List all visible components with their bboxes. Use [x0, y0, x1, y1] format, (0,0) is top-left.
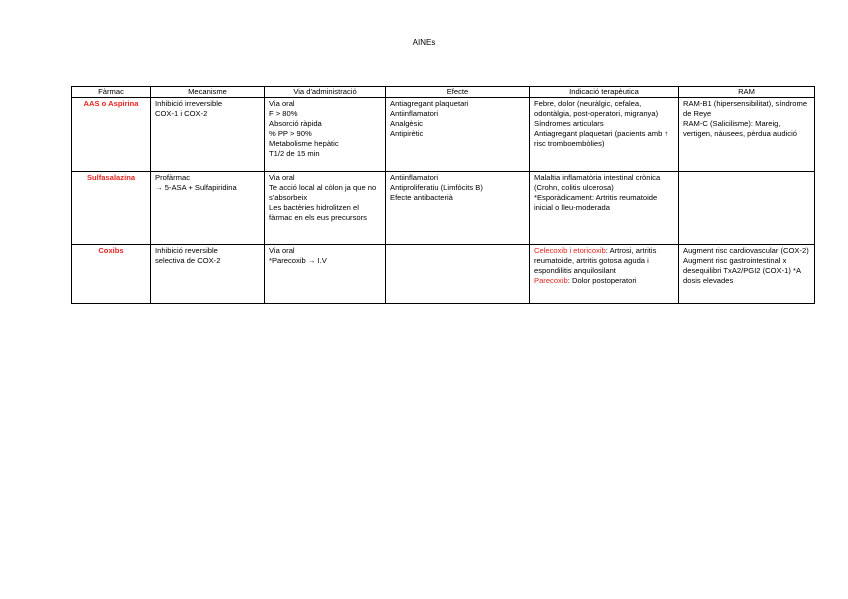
- indication-cell: [530, 172, 679, 245]
- effect-cell: [386, 172, 530, 245]
- effect-line: Efecte antibacterià: [390, 193, 453, 203]
- indication-line: *Esporàdicament: Artritis reumatoide inicial o lleu-moderada: [534, 193, 658, 213]
- effect-line: Antiinflamatori: [390, 109, 439, 119]
- effect-line: Antiproliferatiu (Limfòcits B): [390, 183, 483, 193]
- ram-cell: [679, 245, 815, 304]
- mechanism-cell: [151, 172, 265, 245]
- route-line: Via oral: [269, 99, 295, 108]
- mechanism-line: Profàrmac: [155, 173, 191, 182]
- header-ram: RAM: [679, 87, 815, 98]
- ram-cell: [679, 172, 815, 245]
- route-line: T1/2 de 15 min: [269, 149, 320, 159]
- indication-text: : Dolor postoperatori: [567, 276, 637, 286]
- indication-line: Síndromes articulars: [534, 119, 604, 129]
- effect-cell: [386, 245, 530, 304]
- header-mecanisme: Mecanisme: [151, 87, 265, 98]
- ram-line: RAM-C (Salicilisme): Mareig, vertigen, nàusees, pèrdua audició: [683, 119, 797, 139]
- mechanism-line: Inhibició irreversible: [155, 99, 223, 108]
- route-line: F > 80%: [269, 109, 298, 119]
- route-line: *Parecoxib → I.V: [269, 256, 327, 266]
- indication-parecoxib: [534, 276, 674, 286]
- table-header-row: [72, 87, 815, 98]
- drug-name: Coxibs: [72, 245, 151, 304]
- route-line: Via oral: [269, 246, 295, 255]
- mechanism-line: → 5-ASA + Sulfapiridina: [155, 183, 237, 193]
- mechanism-line: COX-1 i COX-2: [155, 109, 208, 119]
- route-line: Les bactèries hidrolitzen el fàrmac en els eus precursors: [269, 203, 367, 223]
- table-row: [72, 98, 815, 172]
- header-efecte: Efecte: [386, 87, 530, 98]
- mechanism-cell: [151, 98, 265, 172]
- drug-highlight: Celecoxib i etoricoxib: [534, 246, 606, 255]
- header-farmac: Fàrmac: [72, 87, 151, 98]
- indication-line: Malaltia inflamatòria intestinal crònica (Crohn, colitis ulcerosa): [534, 173, 661, 193]
- mechanism-cell: [151, 245, 265, 304]
- route-line: Te acció local al còlon ja que no s'absorbeix: [269, 183, 377, 203]
- route-cell: [265, 98, 386, 172]
- ram-line: Augment risc gastrointestinal x desequilibri TxA2/PGI2 (COX-1) *A dosis elevades: [683, 256, 801, 286]
- mechanism-line: selectiva de COX-2: [155, 256, 221, 266]
- route-line: Absorció ràpida: [269, 119, 322, 129]
- route-line: Via oral: [269, 173, 295, 182]
- indication-line: Antiagregant plaquetari (pacients amb ↑ risc tromboembòlies): [534, 129, 669, 149]
- indication-cell: [530, 98, 679, 172]
- indication-celecoxib: [534, 246, 674, 276]
- header-indicacio: Indicació terapèutica: [530, 87, 679, 98]
- ram-line: RAM-B1 (hipersensibilitat), síndrome de Reye: [683, 99, 808, 119]
- aines-table: [71, 86, 815, 304]
- page-title: AINEs: [412, 38, 436, 47]
- drug-name: AAS o Aspirina: [72, 98, 151, 172]
- route-line: Metabolisme hepàtic: [269, 139, 339, 149]
- route-cell: [265, 172, 386, 245]
- table-row: [72, 245, 815, 304]
- route-cell: [265, 245, 386, 304]
- table-row: [72, 172, 815, 245]
- ram-cell: [679, 98, 815, 172]
- effect-line: Antipirètic: [390, 129, 424, 139]
- indication-line: Febre, dolor (neuràlgic, cefalea, odontàlgia, post-operatori, migranya): [534, 99, 659, 119]
- drug-highlight: Parecoxib: [534, 276, 568, 286]
- ram-line: Augment risc cardiovascular (COX-2): [683, 246, 809, 255]
- effect-cell: [386, 98, 530, 172]
- mechanism-line: Inhibició reversible: [155, 246, 218, 255]
- indication-text: : Artrosi, artritis reumatoide, artritis gotosa aguda i espondilitis anquilosilant: [534, 246, 657, 276]
- effect-line: Antiinflamatori: [390, 173, 439, 182]
- indication-cell: [530, 245, 679, 304]
- drug-name: Sulfasalazina: [72, 172, 151, 245]
- effect-line: Antiagregant plaquetari: [390, 99, 469, 108]
- route-line: % PP > 90%: [269, 129, 312, 139]
- effect-line: Analgèsic: [390, 119, 423, 129]
- header-via: Via d'administració: [265, 87, 386, 98]
